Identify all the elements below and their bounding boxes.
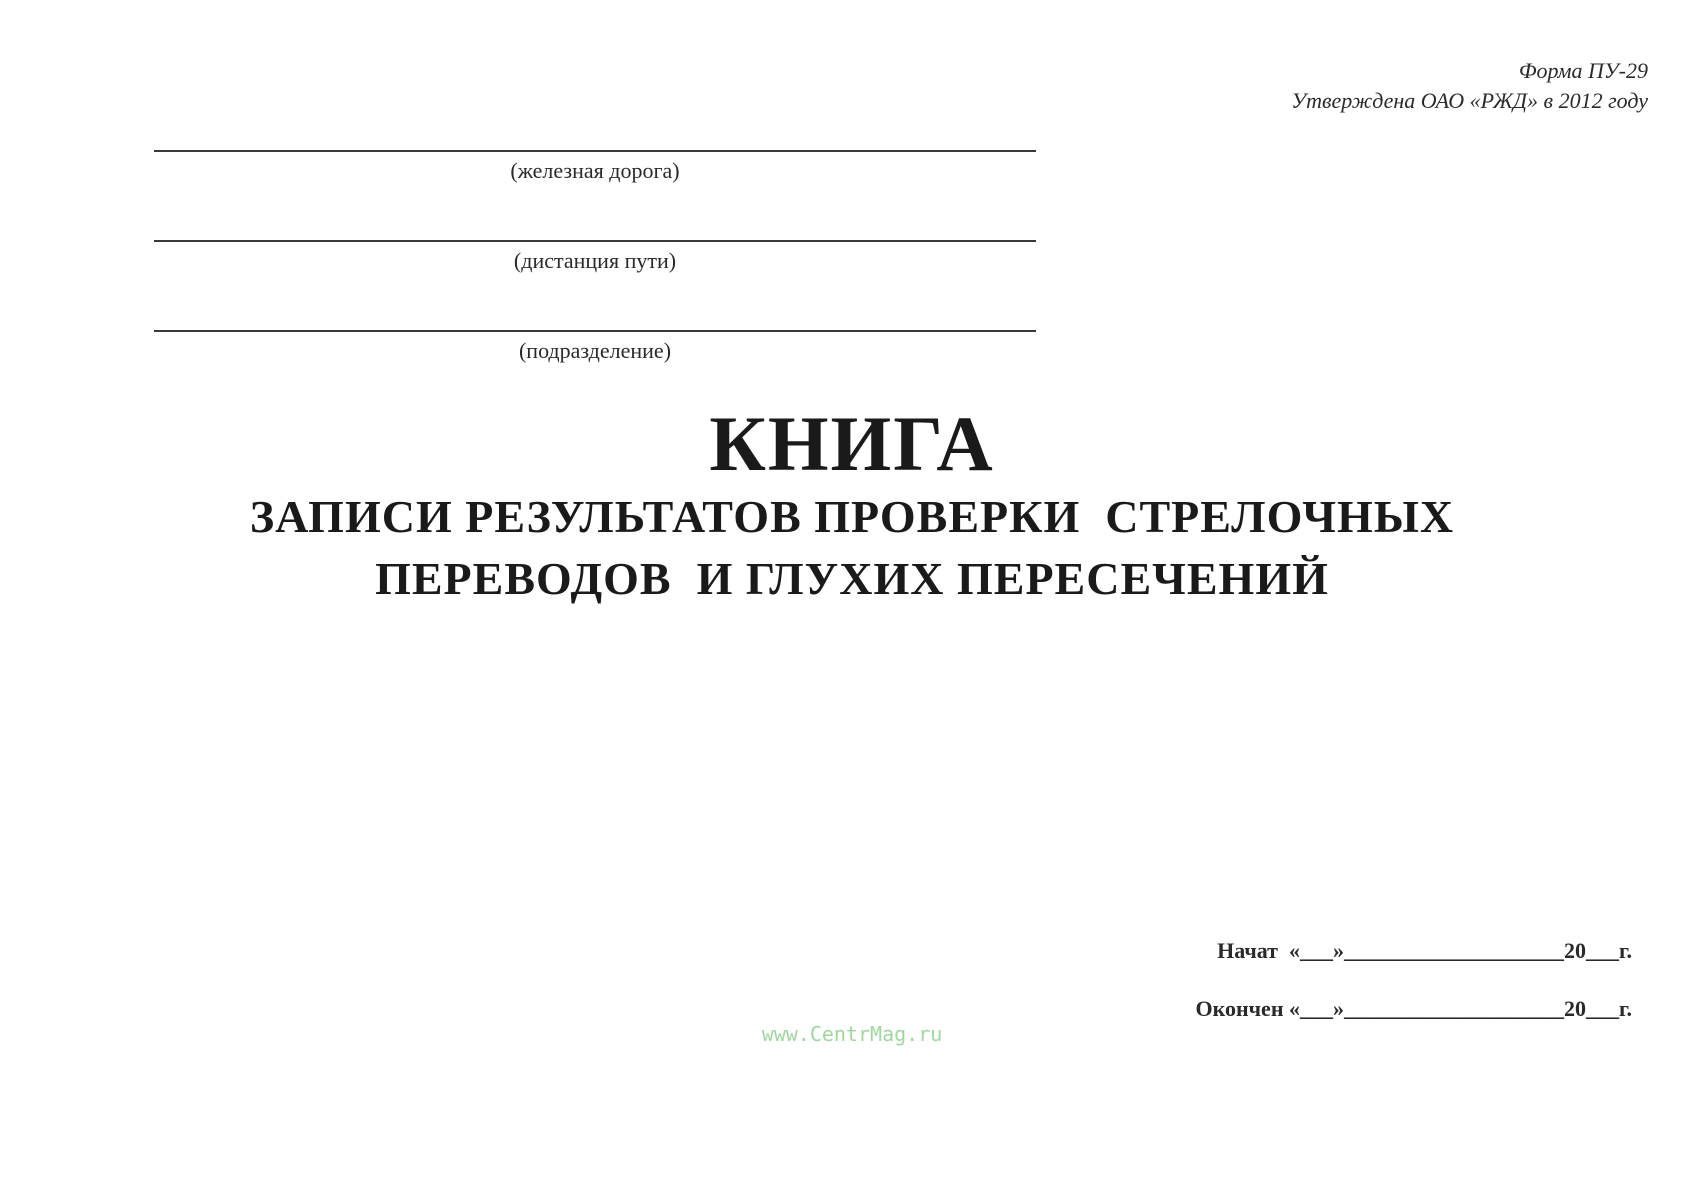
field-track-distance-line (154, 240, 1036, 242)
field-subdivision-line (154, 330, 1036, 332)
field-track-distance-caption: (дистанция пути) (513, 248, 677, 273)
watermark: www.CentrMag.ru (761, 1022, 943, 1046)
field-track-distance (154, 240, 1036, 274)
title-main: КНИГА (709, 400, 995, 487)
field-railway-line (154, 150, 1036, 152)
field-railway-caption: (железная дорога) (510, 158, 680, 183)
title-line-2: ПЕРЕВОДОВ И ГЛУХИХ ПЕРЕСЕЧЕНИЙ (375, 553, 1329, 604)
field-subdivision-caption: (подразделение) (518, 338, 672, 363)
field-railway (154, 150, 1036, 184)
form-header (1291, 56, 1648, 116)
book-title (0, 402, 1704, 610)
title-line-1: ЗАПИСИ РЕЗУЛЬТАТОВ ПРОВЕРКИ СТРЕЛОЧНЫХ (249, 491, 1455, 542)
date-finished: Окончен «___»____________________20___г. (1195, 996, 1632, 1021)
field-subdivision (154, 330, 1036, 364)
date-started: Начат «___»____________________20___г. (1217, 938, 1632, 963)
form-number: Форма ПУ-29 (1518, 58, 1648, 83)
form-approval: Утверждена ОАО «РЖД» в 2012 году (1291, 88, 1648, 113)
